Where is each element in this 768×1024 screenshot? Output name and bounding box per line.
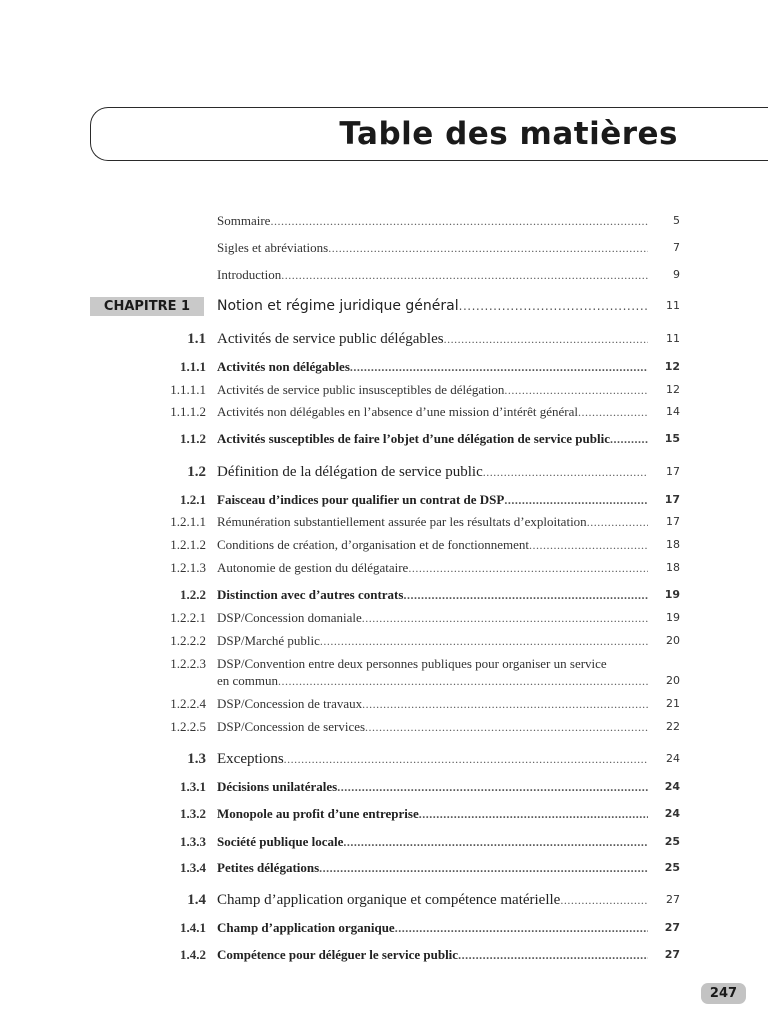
leader-dots: [587, 515, 648, 530]
toc-entry-number: 1.4.1: [180, 920, 206, 935]
leader-dots: [362, 611, 648, 626]
toc-entry-number: 1.3.2: [180, 806, 206, 821]
leader-dots: [362, 697, 648, 712]
toc-entry-number: 1.2.2.5: [170, 719, 206, 734]
leader-dots: [403, 588, 648, 603]
leader-dots: [444, 332, 648, 347]
toc-entry-page: 27: [664, 921, 680, 934]
toc-entry-title-continued: en commun: [217, 673, 279, 688]
toc-entry-title: Activités de service public insusceptibles de délégation: [217, 382, 505, 397]
toc-entry-page: 24: [666, 752, 680, 765]
toc-entry-number: 1.2.2.2: [170, 633, 206, 648]
toc-entry-title: Notion et régime juridique général: [217, 298, 459, 314]
toc-entry-page: 19: [664, 588, 680, 601]
leader-dots: [504, 383, 648, 398]
toc-entry-page: 18: [666, 538, 680, 551]
toc-entry-number: 1.2.1.1: [170, 514, 206, 529]
toc-entry-page: 11: [666, 332, 680, 345]
toc-entry-number: 1.4.2: [180, 947, 206, 962]
toc-entry-title: Exceptions: [217, 751, 284, 767]
toc-entry-title: Monopole au profit d’une entreprise: [217, 806, 419, 821]
toc-entry-title: Sigles et abréviations: [217, 240, 329, 255]
toc-entry-number: 1.4: [187, 892, 206, 908]
toc-entry-title: Définition de la délégation de service public: [217, 464, 483, 480]
toc-entry-title: Champ d’application organique et compétence matérielle: [217, 892, 561, 908]
toc-entry-title: Activités non délégables: [217, 359, 350, 374]
toc-entry-title: Activités susceptibles de faire l’objet d’une délégation de service public: [217, 431, 610, 446]
leader-dots: [578, 405, 648, 420]
toc-entry-title: DSP/Concession de travaux: [217, 696, 363, 711]
leader-dots: [458, 948, 648, 963]
leader-dots: [320, 634, 648, 649]
toc-entry-page: 20: [666, 674, 680, 687]
toc-entry-title: Introduction: [217, 267, 282, 282]
toc-entry-page: 22: [666, 720, 680, 733]
toc-entry-page: 25: [664, 835, 680, 848]
toc-entry-page: 11: [666, 299, 680, 312]
toc-entry-number: 1.2.2: [180, 587, 206, 602]
leader-dots: [343, 835, 648, 850]
toc-entry-title: DSP/Concession de services: [217, 719, 366, 734]
toc-entry-number: 1.1.2: [180, 431, 206, 446]
toc-entry-title: Compétence pour déléguer le service public: [217, 947, 459, 962]
toc-entry-number: 1.2.1.3: [170, 560, 206, 575]
toc-entry-page: 19: [666, 611, 680, 624]
leader-dots: [319, 861, 648, 876]
toc-entry-number: 1.2: [187, 464, 206, 480]
toc-entry-title: DSP/Marché public: [217, 633, 320, 648]
toc-entry-page: 20: [666, 634, 680, 647]
toc-entry-number: 1.3.4: [180, 860, 206, 875]
leader-dots: [284, 752, 648, 767]
toc-entry-title: DSP/Concession domaniale: [217, 610, 362, 625]
toc-entry-number: 1.1: [187, 331, 206, 347]
leader-dots: [504, 493, 648, 508]
toc-entry-number: 1.2.1.2: [170, 537, 206, 552]
toc-entry-page: 5: [673, 214, 680, 227]
leader-dots: [408, 561, 648, 576]
leader-dots: [270, 214, 648, 229]
toc-entry-number: 1.1.1.1: [170, 382, 206, 397]
toc-entry-number: 1.2.1: [180, 492, 206, 507]
toc-entry-page: 17: [666, 515, 680, 528]
chapter-label: CHAPITRE 1: [90, 297, 204, 316]
toc-entry-number: 1.2.2.4: [170, 696, 206, 711]
leader-dots: [350, 360, 648, 375]
toc-entry-page: 27: [666, 893, 680, 906]
toc-entry-title: Autonomie de gestion du délégataire: [217, 560, 409, 575]
leader-dots: [365, 720, 648, 735]
leader-dots: [529, 538, 648, 553]
toc-entry-number: 1.1.1: [180, 359, 206, 374]
toc-entry-title: Décisions unilatérales: [217, 779, 338, 794]
toc-entry-title: Faisceau d’indices pour qualifier un contrat de DSP: [217, 492, 505, 507]
leader-dots: [459, 299, 648, 313]
toc-entry-number: 1.3.3: [180, 834, 206, 849]
page-number: 247: [701, 983, 746, 1004]
leader-dots: [278, 674, 648, 689]
toc-entry-page: 17: [666, 465, 680, 478]
toc-entry-number: 1.1.1.2: [170, 404, 206, 419]
toc-entry-title: Conditions de création, d’organisation et de fonctionnement: [217, 537, 530, 552]
toc-entry-page: 17: [664, 493, 680, 506]
toc-entry-page: 12: [664, 360, 680, 373]
toc-entry-page: 18: [666, 561, 680, 574]
page-title: Table des matières: [339, 116, 678, 152]
toc-entry-number: 1.3.1: [180, 779, 206, 794]
leader-dots: [419, 807, 648, 822]
toc-entry-page: 9: [673, 268, 680, 281]
toc-entry-title: Sommaire: [217, 213, 271, 228]
leader-dots: [483, 465, 648, 480]
leader-dots: [395, 921, 648, 936]
leader-dots: [281, 268, 648, 283]
toc-entry-title: Rémunération substantiellement assurée par les résultats d’exploitation: [217, 514, 587, 529]
leader-dots: [610, 432, 648, 447]
toc-entry-page: 14: [666, 405, 680, 418]
toc-entry-title: Petites délégations: [217, 860, 320, 875]
toc-entry-page: 12: [666, 383, 680, 396]
toc-entry-number: 1.2.2.3: [170, 656, 206, 671]
leader-dots: [328, 241, 648, 256]
toc-entry-title: Activités de service public délégables: [217, 331, 444, 347]
toc-entry-title: DSP/Convention entre deux personnes publiques pour organiser un service: [217, 656, 607, 671]
leader-dots: [560, 893, 648, 908]
toc-entry-page: 15: [664, 432, 680, 445]
toc-entry-page: 25: [664, 861, 680, 874]
toc-entry-page: 24: [664, 780, 680, 793]
toc-entry-title: Champ d’application organique: [217, 920, 395, 935]
toc-entry-title: Activités non délégables en l’absence d’une mission d’intérêt général: [217, 404, 578, 419]
toc-entry-page: 7: [673, 241, 680, 254]
toc-entry-page: 21: [666, 697, 680, 710]
toc-entry-number: 1.2.2.1: [170, 610, 206, 625]
toc-entry-page: 27: [664, 948, 680, 961]
toc-entry-page: 24: [664, 807, 680, 820]
toc-entry-number: 1.3: [187, 751, 206, 767]
toc-entry-title: Distinction avec d’autres contrats: [217, 587, 404, 602]
leader-dots: [337, 780, 648, 795]
toc-entry-title: Société publique locale: [217, 834, 344, 849]
